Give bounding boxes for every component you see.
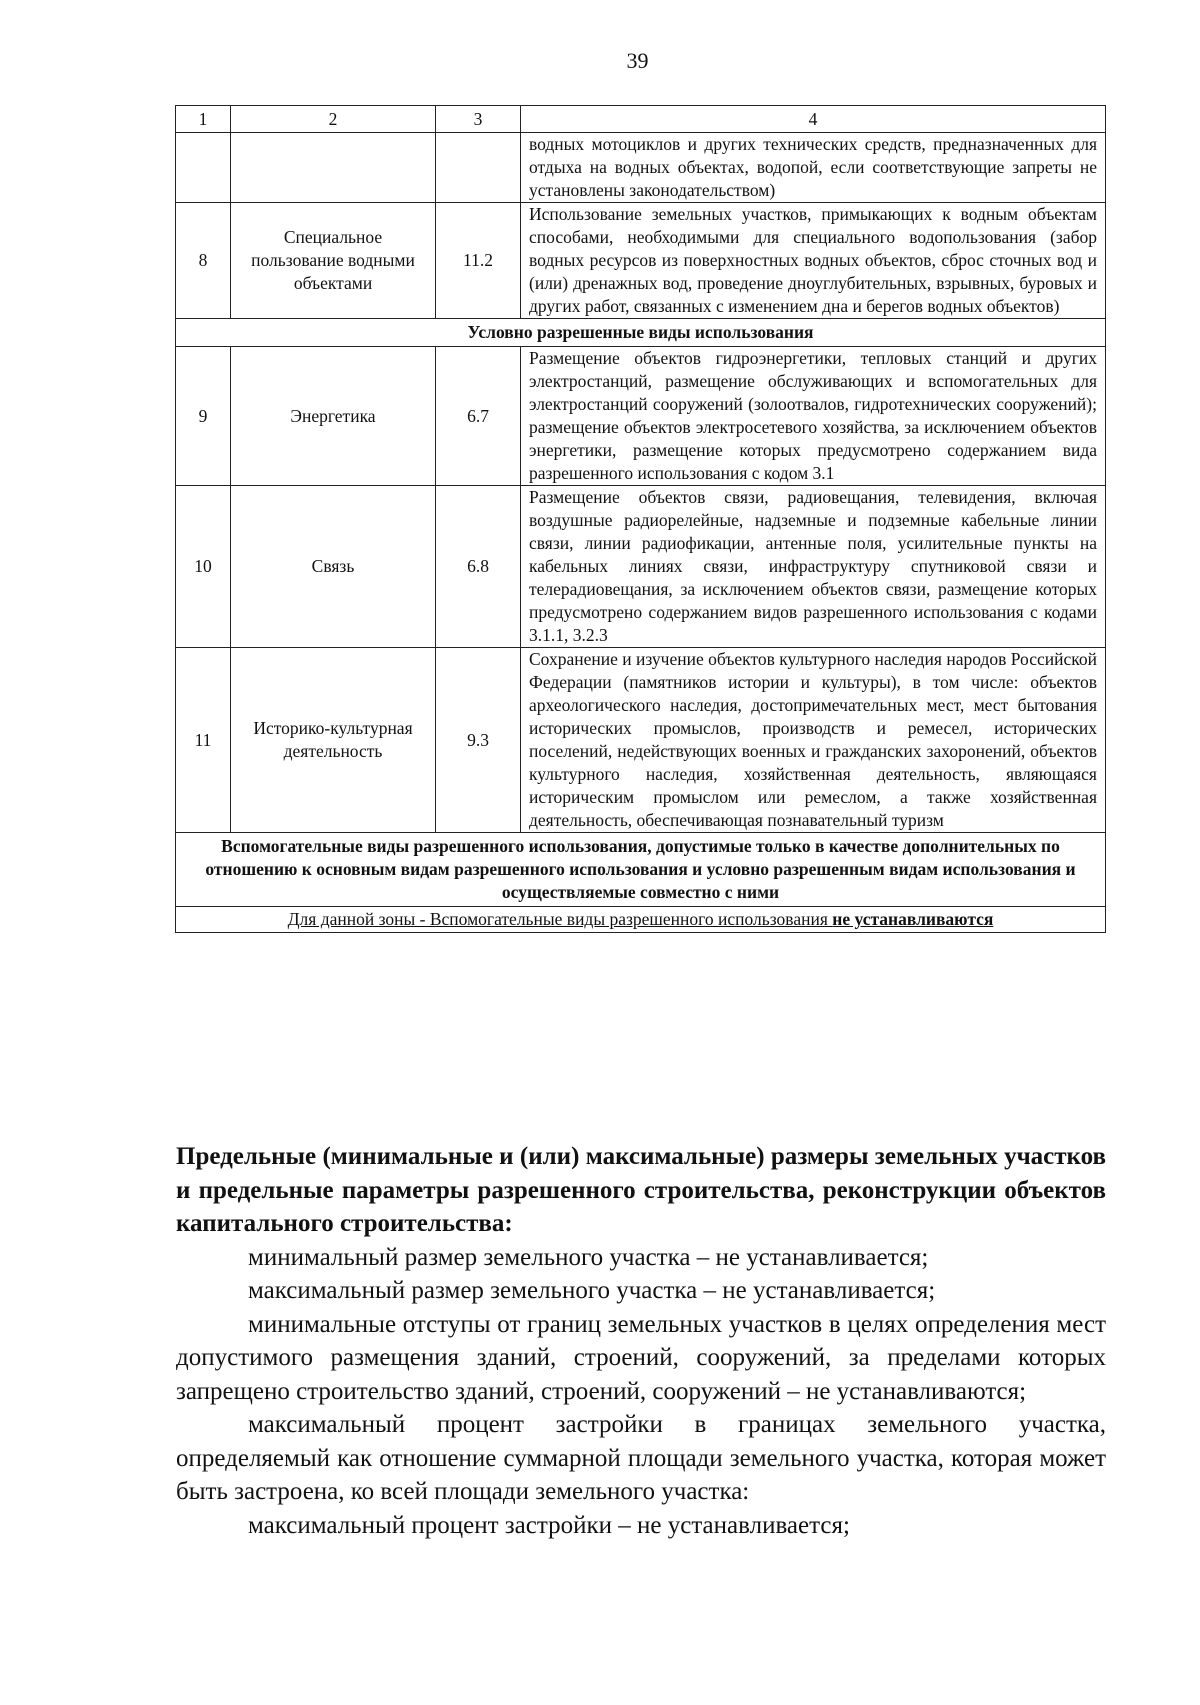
conditional-section-row [176, 319, 1106, 347]
use-type-code: 9.3 [436, 648, 521, 833]
use-type-code: 11.2 [436, 203, 521, 319]
column-header-2: 2 [231, 106, 436, 133]
auxiliary-section-title: Вспомогательные виды разрешенного использования, допустимые только в качестве дополнительных по отношению к основным видам разрешенного использования и условно разрешенным видам использования и осуществляемые совместно с ними [176, 833, 1106, 907]
row-number: 10 [176, 486, 231, 648]
table-row [176, 648, 1106, 833]
parameters-heading: Предельные (минимальные и (или) максимальные) размеры земельных участков и предельные параметры разрешенного строительства, реконструкции объектов капитального строительства: [176, 1143, 1106, 1237]
column-header-3: 3 [436, 106, 521, 133]
parameter-paragraph: минимальный размер земельного участка – не устанавливается; [248, 1243, 929, 1271]
use-type-code: 6.8 [436, 486, 521, 648]
table-row [176, 347, 1106, 486]
zone-note-text: Для данной зоны - Вспомогательные виды разрешенного использования [287, 909, 833, 929]
row-number [176, 133, 231, 203]
use-type-name: Специальное пользование водными объектами [231, 203, 436, 319]
zone-note [176, 907, 1106, 933]
parameter-paragraph: максимальный размер земельного участка – не устанавливается; [248, 1277, 936, 1304]
use-type-name: Связь [231, 486, 436, 648]
column-header-4: 4 [521, 106, 1106, 133]
table-row [176, 133, 1106, 203]
use-type-name: Историко-культурная деятельность [231, 648, 436, 833]
parameters-section [176, 1140, 1106, 1542]
row-number: 9 [176, 347, 231, 486]
use-type-code: 6.7 [436, 347, 521, 486]
table-row [176, 203, 1106, 319]
zone-note-emphasis: не устанавливаются [832, 909, 994, 929]
use-type-description: водных мотоциклов и других технических средств, предназначенных для отдыха на водных объектах, водопой, если соответствующие запреты не установлены законодательством) [521, 133, 1106, 203]
parameter-paragraph: минимальные отступы от границ земельных участков в целях определения мест допустимого размещения зданий, строений, сооружений, за пределами которых запрещено строительство зданий, строений, сооружений – не устанавливаются; [176, 1310, 1106, 1405]
conditional-section-title: Условно разрешенные виды использования [176, 319, 1106, 347]
use-type-description: Сохранение и изучение объектов культурного наследия народов Российской Федерации (памятников истории и культуры), в том числе: объектов археологического наследия, достопримечательных мест, мест бытования исторических промыслов, производств и ремесел, исторических поселений, недействующих военных и гражданских захоронений, объектов культурного наследия, хозяйственная деятельность, являющаяся историческим промыслом или ремеслом, а также хозяйственная деятельность, обеспечивающая познавательный туризм [521, 648, 1106, 833]
land-use-table [175, 105, 1106, 933]
parameter-paragraph: максимальный процент застройки в границах земельного участка, определяемый как отношение суммарной площади земельного участка, которая может быть застроена, ко всей площади земельного участка: [176, 1411, 1106, 1505]
use-type-name: Энергетика [231, 347, 436, 486]
table-header-row [176, 106, 1106, 133]
use-type-description: Размещение объектов связи, радиовещания, телевидения, включая воздушные радиорелейные, надземные и подземные кабельные линии связи, линии радиофикации, антенные поля, усилительные пункты на кабельных линиях связи, инфраструктуру спутниковой связи и телерадиовещания, за исключением объектов связи, размещение которых предусмотрено содержанием видов разрешенного использования с кодами 3.1.1, 3.2.3 [521, 486, 1106, 648]
table-row [176, 486, 1106, 648]
zone-note-row [176, 907, 1106, 933]
row-number: 8 [176, 203, 231, 319]
auxiliary-section-row [176, 833, 1106, 907]
use-type-name [231, 133, 436, 203]
row-number: 11 [176, 648, 231, 833]
use-type-description: Размещение объектов гидроэнергетики, тепловых станций и других электростанций, размещение обслуживающих и вспомогательных для электростанций сооружений (золоотвалов, гидротехнических сооружений); размещение объектов электросетевого хозяйства, за исключением объектов энергетики, размещение которых предусмотрено содержанием вида разрешенного использования с кодом 3.1 [521, 347, 1106, 486]
column-header-1: 1 [176, 106, 231, 133]
page-number: 39 [626, 48, 649, 73]
use-type-description: Использование земельных участков, примыкающих к водным объектам способами, необходимыми для специального водопользования (забор водных ресурсов из поверхностных водных объектов, сброс сточных вод и (или) дренажных вод, проведение дноуглубительных, взрывных, буровых и других работ, связанных с изменением дна и берегов водных объектов) [521, 203, 1106, 319]
parameter-paragraph: максимальный процент застройки – не устанавливается; [248, 1511, 850, 1539]
use-type-code [436, 133, 521, 203]
